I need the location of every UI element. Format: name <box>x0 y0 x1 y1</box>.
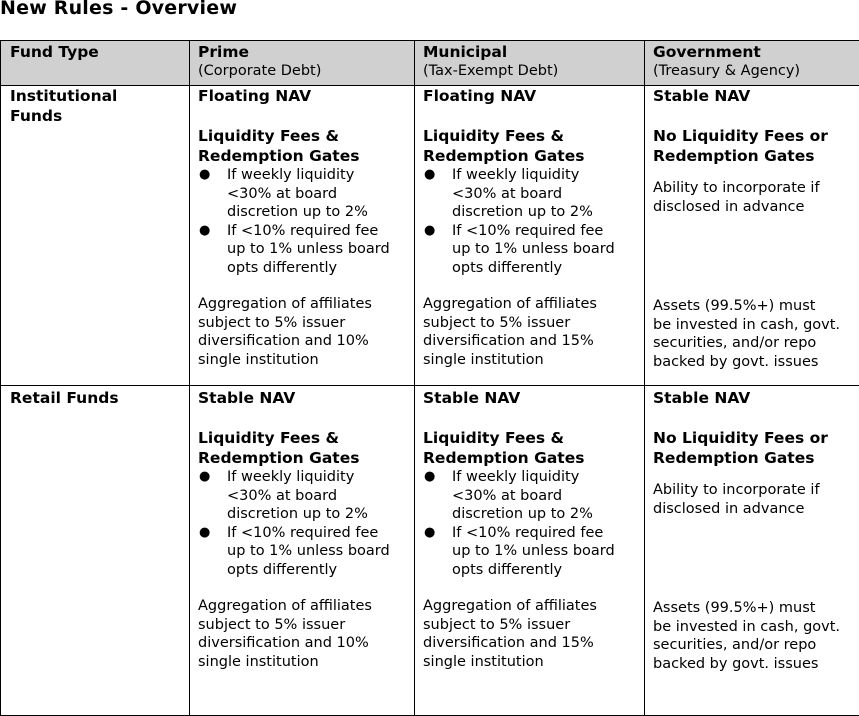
text-line: securities, and/or repo <box>653 636 855 655</box>
row-label-line: Institutional <box>10 87 185 107</box>
fees-heading <box>653 428 855 468</box>
cell-prime-institutional <box>190 86 415 386</box>
text-line: diversification and 15% <box>423 634 640 653</box>
nav-type: Floating NAV <box>198 87 410 106</box>
cell-municipal-institutional <box>415 86 645 386</box>
list-item <box>423 222 640 278</box>
table-row-retail <box>1 386 859 716</box>
row-label-line: Funds <box>10 107 185 127</box>
fees-line: Liquidity Fees & <box>198 126 410 146</box>
header-fund-type-label: Fund Type <box>10 43 185 62</box>
fees-heading <box>653 126 855 166</box>
text-line: Assets (99.5%+) must <box>653 599 855 618</box>
header-prime-sub: (Corporate Debt) <box>198 62 410 81</box>
incorporate-note <box>653 481 855 518</box>
text-line: Aggregation of affiliates <box>198 597 410 616</box>
table-row-institutional <box>1 86 859 386</box>
bullet-line: If <10% required fee <box>227 222 410 241</box>
list-item <box>198 468 410 524</box>
text-line: Aggregation of affiliates <box>198 295 410 314</box>
aggregation-text <box>198 295 410 369</box>
assets-text <box>653 297 855 371</box>
text-line: single institution <box>423 351 640 370</box>
bullet-line: If weekly liquidity <box>452 166 640 185</box>
nav-type: Floating NAV <box>423 87 640 106</box>
fees-line: Redemption Gates <box>423 448 640 468</box>
bullet-icon: ● <box>424 468 434 487</box>
header-prime-name: Prime <box>198 43 410 62</box>
bullet-icon: ● <box>199 524 209 543</box>
bullet-line: If <10% required fee <box>452 222 640 241</box>
bullet-line: opts differently <box>452 561 640 580</box>
header-government <box>645 41 859 86</box>
assets-text <box>653 599 855 673</box>
list-item <box>198 524 410 580</box>
bullet-line: discretion up to 2% <box>227 505 410 524</box>
bullet-line: <30% at board <box>227 185 410 204</box>
bullet-icon: ● <box>424 222 434 241</box>
fees-line: No Liquidity Fees or <box>653 126 855 146</box>
row-label-cell <box>1 386 190 716</box>
list-item <box>198 166 410 222</box>
row-label <box>10 87 185 126</box>
bullet-icon: ● <box>199 166 209 185</box>
bullet-list <box>198 166 410 277</box>
fees-line: Liquidity Fees & <box>198 428 410 448</box>
cell-prime-retail <box>190 386 415 716</box>
text-line: Ability to incorporate if <box>653 481 855 500</box>
fees-heading <box>423 126 640 166</box>
header-government-sub: (Treasury & Agency) <box>653 62 855 81</box>
fees-line: Redemption Gates <box>423 146 640 166</box>
cell-government-retail <box>645 386 859 716</box>
page-title: New Rules - Overview <box>0 0 237 19</box>
text-line: be invested in cash, govt. <box>653 316 855 335</box>
bullet-icon: ● <box>424 166 434 185</box>
bullet-line: up to 1% unless board <box>227 542 410 561</box>
bullet-list <box>423 468 640 579</box>
header-government-name: Government <box>653 43 855 62</box>
bullet-line: <30% at board <box>452 185 640 204</box>
bullet-icon: ● <box>199 222 209 241</box>
text-line: Assets (99.5%+) must <box>653 297 855 316</box>
bullet-line: up to 1% unless board <box>227 240 410 259</box>
text-line: single institution <box>198 653 410 672</box>
bullet-line: If weekly liquidity <box>227 468 410 487</box>
aggregation-text <box>198 597 410 671</box>
text-line: subject to 5% issuer <box>198 314 410 333</box>
text-line: subject to 5% issuer <box>423 616 640 635</box>
cell-municipal-retail <box>415 386 645 716</box>
text-line: backed by govt. issues <box>653 655 855 674</box>
bullet-list <box>423 166 640 277</box>
bullet-icon: ● <box>199 468 209 487</box>
bullet-line: <30% at board <box>227 487 410 506</box>
fees-line: Redemption Gates <box>653 448 855 468</box>
bullet-line: up to 1% unless board <box>452 240 640 259</box>
text-line: subject to 5% issuer <box>423 314 640 333</box>
list-item <box>198 222 410 278</box>
bullet-line: If <10% required fee <box>452 524 640 543</box>
fees-line: Redemption Gates <box>198 448 410 468</box>
bullet-line: up to 1% unless board <box>452 542 640 561</box>
text-line: disclosed in advance <box>653 500 855 519</box>
fees-line: Liquidity Fees & <box>423 126 640 146</box>
cell-government-institutional <box>645 86 859 386</box>
bullet-line: If weekly liquidity <box>227 166 410 185</box>
header-prime <box>190 41 415 86</box>
text-line: disclosed in advance <box>653 198 855 217</box>
aggregation-text <box>423 597 640 671</box>
bullet-line: opts differently <box>452 259 640 278</box>
fees-line: Redemption Gates <box>653 146 855 166</box>
rules-table <box>0 40 859 716</box>
text-line: Ability to incorporate if <box>653 179 855 198</box>
row-label-line: Retail Funds <box>10 389 185 409</box>
text-line: single institution <box>423 653 640 672</box>
text-line: Aggregation of affiliates <box>423 295 640 314</box>
text-line: diversification and 15% <box>423 332 640 351</box>
text-line: diversification and 10% <box>198 332 410 351</box>
bullet-list <box>198 468 410 579</box>
header-municipal <box>415 41 645 86</box>
bullet-line: discretion up to 2% <box>227 203 410 222</box>
bullet-icon: ● <box>424 524 434 543</box>
text-line: diversification and 10% <box>198 634 410 653</box>
list-item <box>423 166 640 222</box>
bullet-line: If <10% required fee <box>227 524 410 543</box>
list-item <box>423 468 640 524</box>
row-label <box>10 389 185 409</box>
bullet-line: If weekly liquidity <box>452 468 640 487</box>
header-fund-type <box>1 41 190 86</box>
text-line: Aggregation of affiliates <box>423 597 640 616</box>
nav-type: Stable NAV <box>653 87 855 106</box>
header-row <box>1 41 859 86</box>
fees-line: Liquidity Fees & <box>423 428 640 448</box>
list-item <box>423 524 640 580</box>
nav-type: Stable NAV <box>198 389 410 408</box>
header-municipal-name: Municipal <box>423 43 640 62</box>
fees-heading <box>198 126 410 166</box>
nav-type: Stable NAV <box>423 389 640 408</box>
nav-type: Stable NAV <box>653 389 855 408</box>
aggregation-text <box>423 295 640 369</box>
bullet-line: opts differently <box>227 561 410 580</box>
row-label-cell <box>1 86 190 386</box>
fees-line: Redemption Gates <box>198 146 410 166</box>
text-line: subject to 5% issuer <box>198 616 410 635</box>
bullet-line: discretion up to 2% <box>452 505 640 524</box>
bullet-line: opts differently <box>227 259 410 278</box>
incorporate-note <box>653 179 855 216</box>
text-line: securities, and/or repo <box>653 334 855 353</box>
bullet-line: <30% at board <box>452 487 640 506</box>
fees-heading <box>198 428 410 468</box>
header-municipal-sub: (Tax-Exempt Debt) <box>423 62 640 81</box>
bullet-line: discretion up to 2% <box>452 203 640 222</box>
text-line: backed by govt. issues <box>653 353 855 372</box>
text-line: be invested in cash, govt. <box>653 618 855 637</box>
text-line: single institution <box>198 351 410 370</box>
fees-heading <box>423 428 640 468</box>
fees-line: No Liquidity Fees or <box>653 428 855 448</box>
